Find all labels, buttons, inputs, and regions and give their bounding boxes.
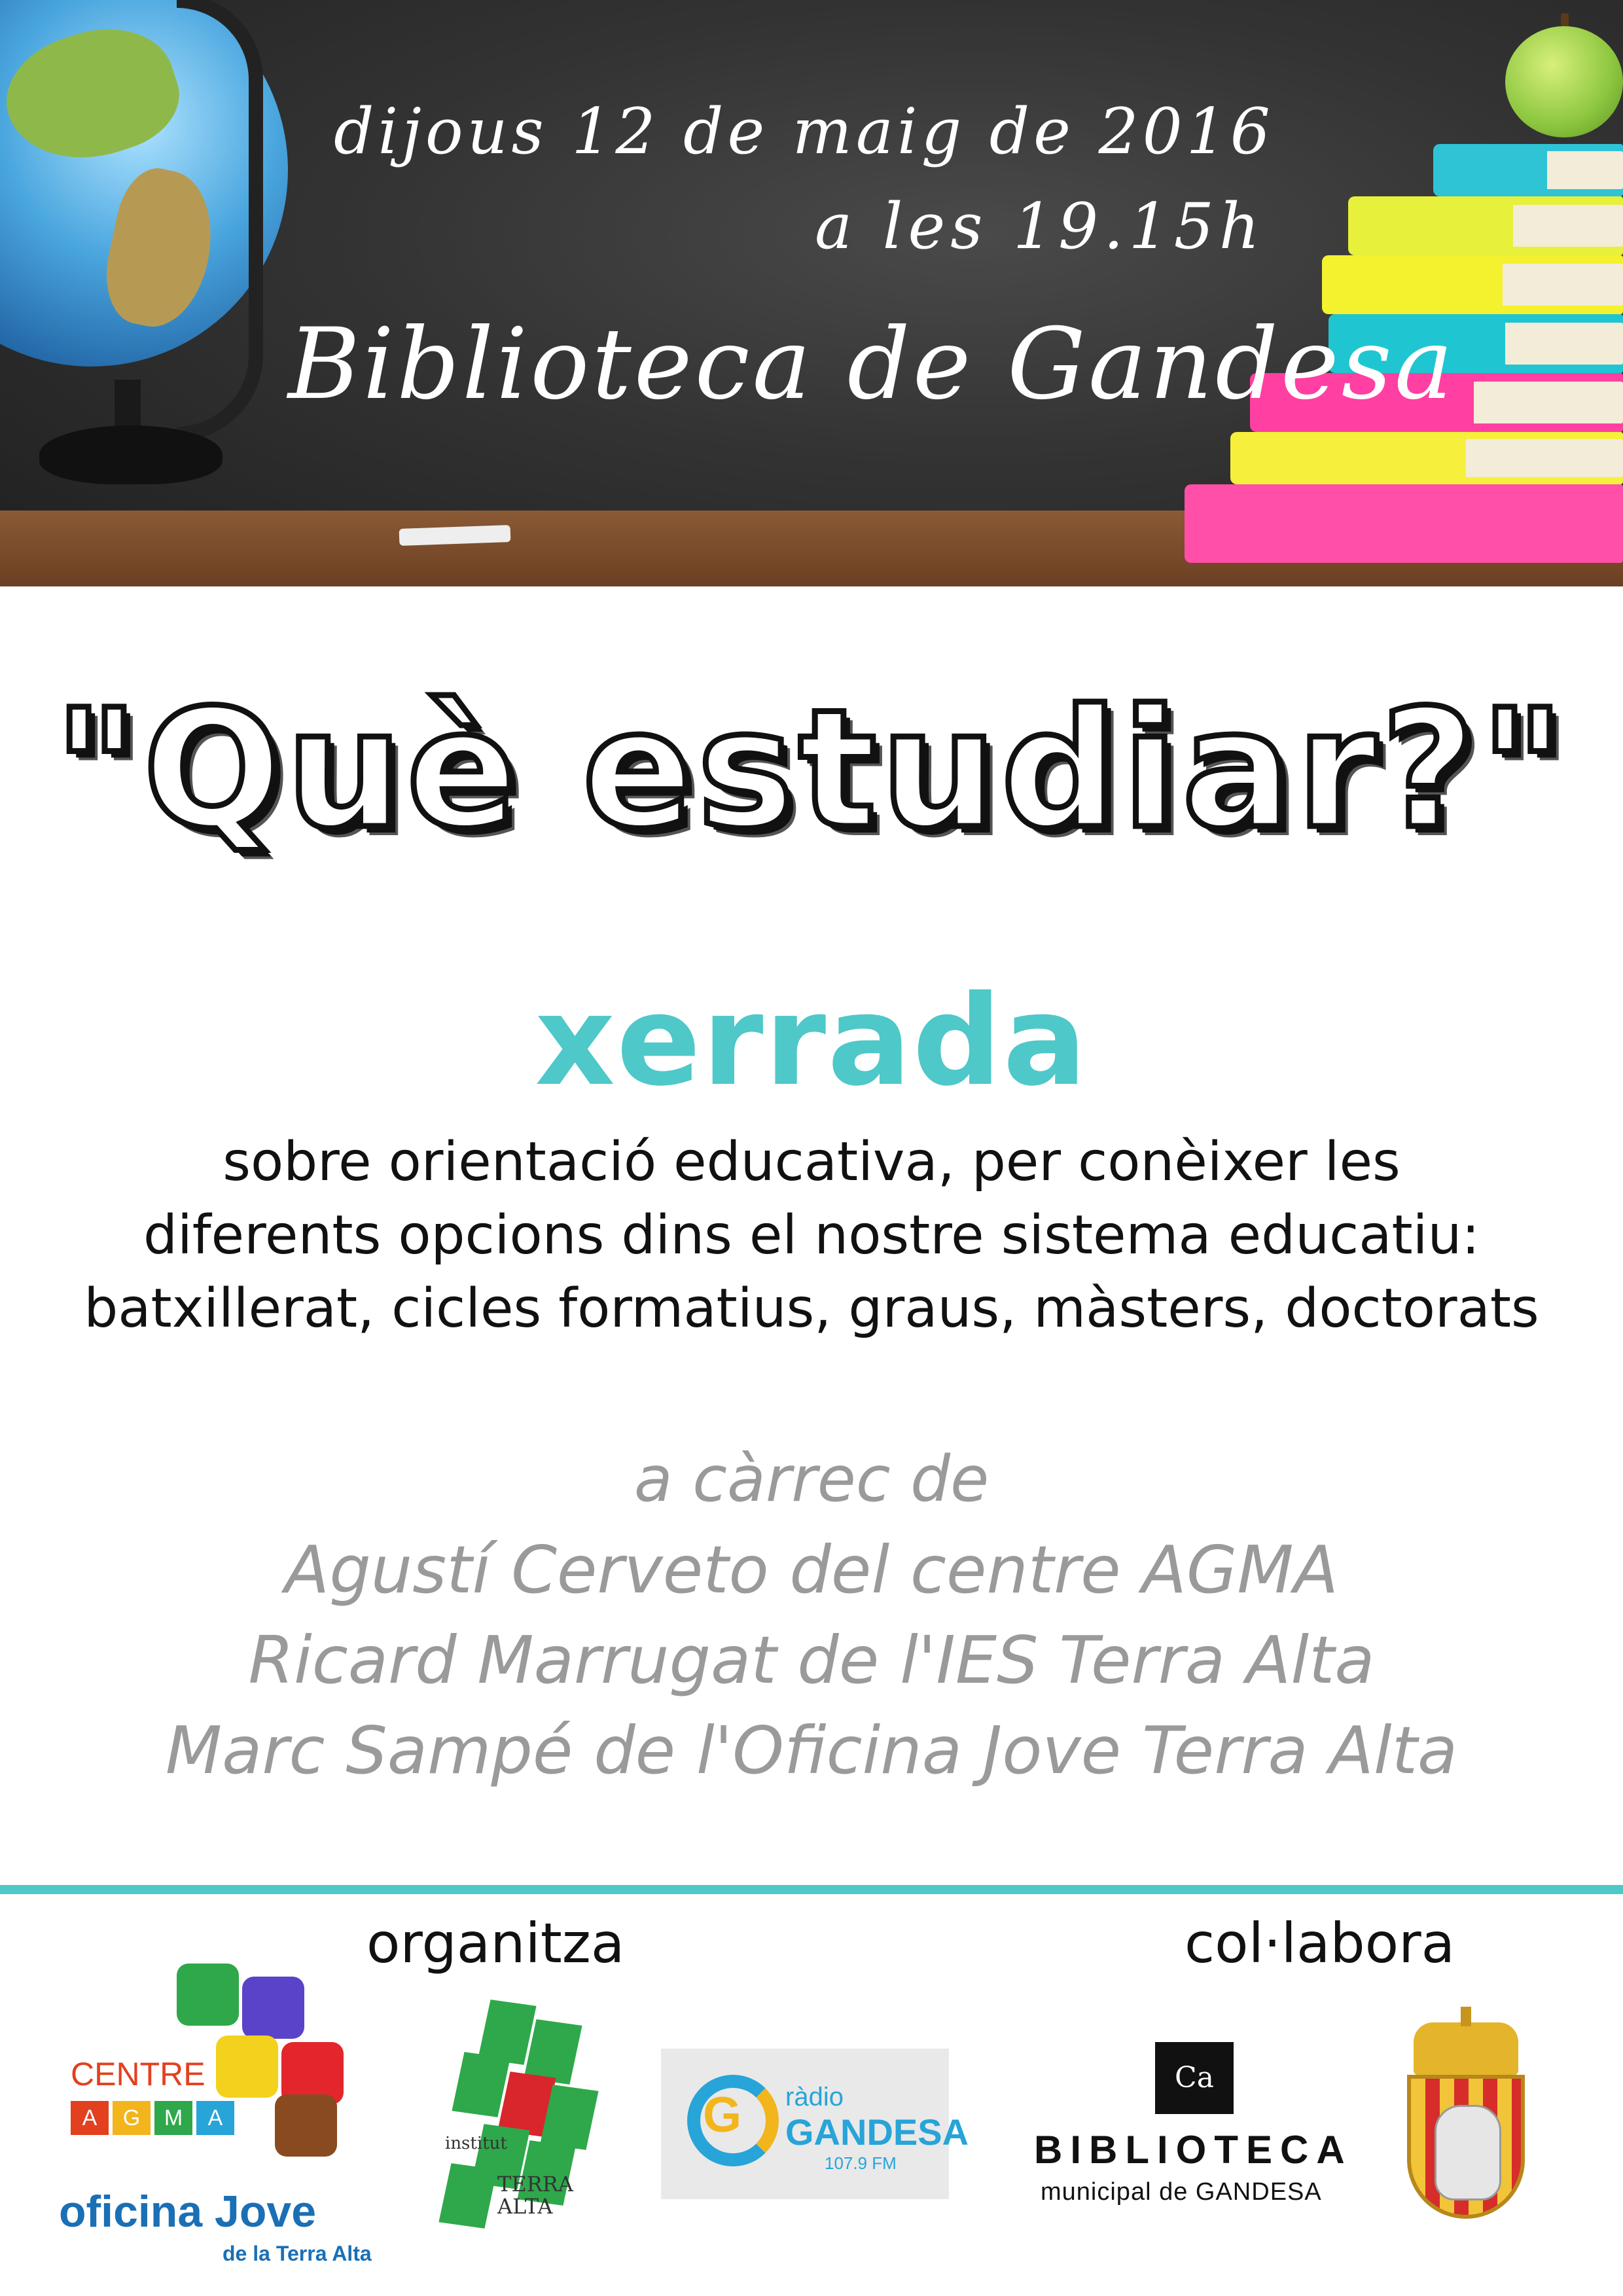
biblioteca-logo [1021, 2042, 1374, 2206]
event-place: Biblioteca de Gandesa [288, 308, 1456, 422]
footer-divider [0, 1885, 1623, 1894]
agma-logo [59, 1964, 347, 2160]
poster-title: "Què estudiar?" [54, 674, 1569, 865]
organitza-label: organitza [366, 1911, 625, 1975]
event-date: dijous 12 de maig de 2016 [334, 95, 1274, 168]
radio-name: GANDESA [785, 2111, 969, 2153]
description [0, 1126, 1623, 1346]
event-time: a les 19.15h [815, 190, 1265, 263]
speakers-block [0, 1433, 1623, 1796]
shield-icon [1400, 2022, 1531, 2225]
institut-terra-alta-logo [432, 2003, 596, 2225]
agma-letters [71, 2101, 234, 2135]
description-line: diferents opcions dins el nostre sistema educatiu: [143, 1204, 1480, 1266]
institut-small: institut [445, 2134, 507, 2153]
speaker-line: Agustí Cerveto del centre AGMA [284, 1532, 1339, 1608]
oficina-jove-name: oficina Jove [59, 2187, 317, 2236]
oficina-jove-sub: de la Terra Alta [223, 2242, 372, 2265]
oficina-jove-logo [59, 2179, 412, 2278]
books-stack-icon [1171, 0, 1623, 586]
radio-frequency: 107.9 FM [825, 2153, 897, 2173]
radio-top: ràdio [785, 2083, 844, 2111]
institut-name: TERRA ALTA [497, 2172, 573, 2219]
biblioteca-sub: municipal de GANDESA [1041, 2178, 1322, 2206]
speaker-line: Ricard Marrugat de l'IES Terra Alta [248, 1622, 1375, 1698]
agma-word: CENTRE [71, 2056, 205, 2092]
agma-letter: M [154, 2101, 192, 2135]
description-line: batxillerat, cicles formatius, graus, màsters, doctorats [84, 1278, 1539, 1340]
speakers-intro: a càrrec de [633, 1443, 990, 1516]
speaker-line: Marc Sampé de l'Oficina Jove Terra Alta [165, 1712, 1458, 1789]
globe-icon [0, 0, 314, 563]
agma-letter: A [71, 2101, 109, 2135]
biblioteca-mark: Ca [1155, 2042, 1234, 2114]
puzzle-icon [177, 1964, 239, 2026]
agma-letter: G [113, 2101, 151, 2135]
poster-subtitle: xerrada [535, 969, 1088, 1113]
collabora-label: col·labora [1185, 1911, 1455, 1975]
agma-letter: A [196, 2101, 234, 2135]
description-line: sobre orientació educativa, per conèixer les [223, 1131, 1400, 1193]
chalkboard-header [0, 0, 1623, 586]
radio-gandesa-logo [661, 2049, 969, 2199]
apple-icon [1505, 26, 1623, 137]
biblioteca-title: BIBLIOTECA [1034, 2128, 1353, 2172]
radio-letter: G [703, 2087, 742, 2143]
